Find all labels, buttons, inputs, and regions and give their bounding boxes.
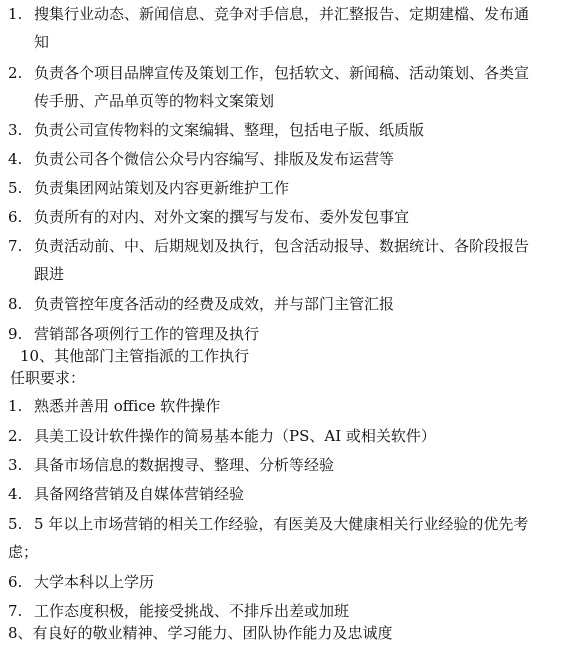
duty-text: 负责管控年度各活动的经费及成效，并与部门主管汇报 (34, 295, 395, 313)
duty-text: 负责公司宣传物料的文案编辑、整理，包括电子版、纸质版 (34, 121, 425, 139)
duty-item-4 (8, 145, 566, 173)
duty-item-10: 10、其他部门主管指派的工作执行 (20, 347, 250, 365)
requirement-item-3 (8, 451, 566, 479)
requirement-text: 熟悉并善用 office 软件操作 (34, 397, 221, 415)
duty-number: 2. (8, 64, 23, 82)
duty-number: 4. (8, 150, 23, 168)
duty-number: 5. (8, 179, 23, 197)
requirement-continuation-5: 虑； (8, 543, 39, 561)
requirement-item-8: 8、有良好的敬业精神、学习能力、团队协作能力及忠诚度 (8, 624, 393, 642)
duty-item-8 (8, 290, 566, 318)
requirement-item-7 (8, 597, 566, 625)
requirement-item-6 (8, 568, 566, 596)
duty-text: 负责活动前、中、后期规划及执行，包含活动报导、数据统计、各阶段报告 (34, 237, 530, 255)
requirement-number: 5. (8, 515, 23, 533)
duty-item-3 (8, 116, 566, 144)
duty-item-9 (8, 320, 566, 348)
duty-text: 搜集行业动态、新闻信息、竞争对手信息，并汇整报告、定期建檔、发布通 (34, 5, 530, 23)
duty-number: 8. (8, 295, 23, 313)
duty-number: 3. (8, 121, 23, 139)
requirement-item-1 (8, 392, 566, 420)
duty-item-5 (8, 174, 566, 202)
duty-item-2 (8, 59, 566, 87)
requirement-text: 具备市场信息的数据搜寻、整理、分析等经验 (34, 456, 335, 474)
duty-number: 6. (8, 208, 23, 226)
requirement-number: 4. (8, 485, 23, 503)
requirement-text: 具备网络营销及自媒体营销经验 (34, 485, 245, 503)
duty-continuation-2: 传手册、产品单页等的物料文案策划 (34, 92, 275, 110)
duty-number: 1. (8, 5, 23, 23)
requirements-heading: 任职要求： (10, 369, 86, 387)
duty-item-7 (8, 232, 566, 260)
duty-continuation-1: 知 (34, 33, 50, 51)
requirement-number: 7. (8, 602, 23, 620)
duty-text: 负责集团网站策划及内容更新维护工作 (34, 179, 290, 197)
requirement-number: 1. (8, 397, 23, 415)
requirement-item-4 (8, 480, 566, 508)
requirement-text: 大学本科以上学历 (34, 573, 155, 591)
requirement-number: 3. (8, 456, 23, 474)
duty-text: 负责公司各个微信公众号内容编写、排版及发布运营等 (34, 150, 395, 168)
duty-continuation-7: 跟进 (34, 265, 65, 283)
duty-text: 营销部各项例行工作的管理及执行 (34, 325, 260, 343)
requirement-item-5 (8, 510, 566, 538)
duty-text: 负责各个项目品牌宣传及策划工作，包括软文、新闻稿、活动策划、各类宣 (34, 64, 530, 82)
requirement-text: 5 年以上市场营销的相关工作经验，有医美及大健康相关行业经验的优先考 (34, 515, 529, 533)
duty-number: 9. (8, 325, 23, 343)
requirement-number: 6. (8, 573, 23, 591)
duty-text: 负责所有的对内、对外文案的撰写与发布、委外发包事宜 (34, 208, 410, 226)
requirement-number: 2. (8, 427, 23, 445)
requirement-text: 工作态度积极，能接受挑战、不排斥出差或加班 (34, 602, 350, 620)
duty-number: 7. (8, 237, 23, 255)
duty-item-1 (8, 0, 566, 28)
requirement-text: 具美工设计软件操作的简易基本能力（PS、AI 或相关软件） (34, 427, 436, 445)
requirement-item-2 (8, 422, 566, 450)
duty-item-6 (8, 203, 566, 231)
